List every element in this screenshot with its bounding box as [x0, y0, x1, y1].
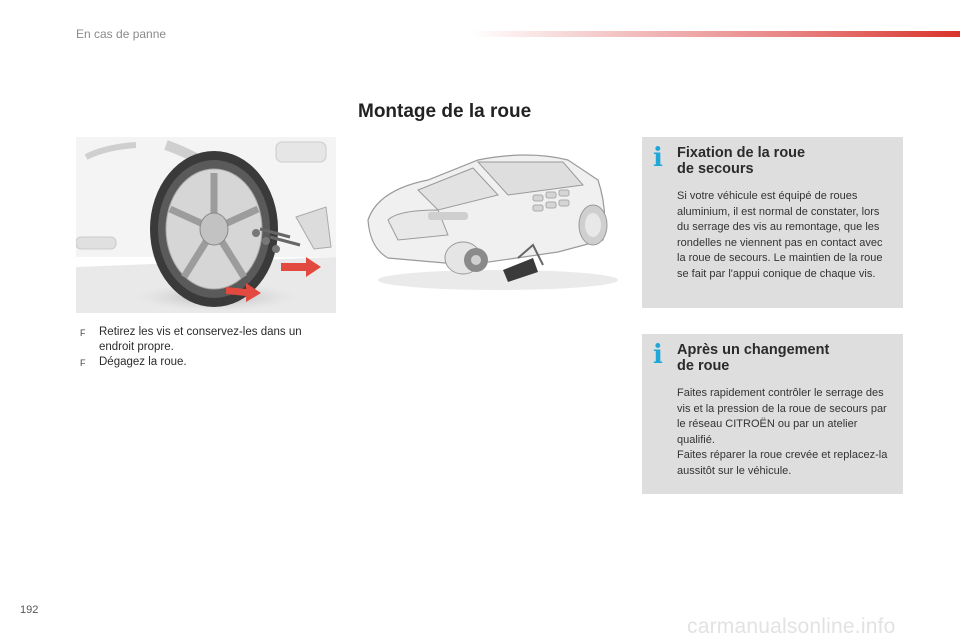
info-box-text: Faites réparer la roue crevée et replacez-la aussitôt sur le véhicule. — [677, 449, 888, 477]
page-number: 192 — [20, 604, 39, 616]
title-line: Fixation de la roue — [677, 145, 806, 161]
page-title: Montage de la roue — [358, 101, 532, 122]
info-box-text: Si votre véhicule est équipé de roues aluminium, il est normal de constater, lors du serrage des vis au remontage, que les rondelles ne viennent pas en contact avec la roue de secours. Le maintien de la roue se fait par l'appui conique de chaque vis. — [677, 190, 883, 280]
info-icon: i — [653, 143, 663, 173]
bullet-marker: F — [80, 328, 86, 338]
info-icon: i — [653, 340, 663, 370]
info-box-title — [677, 342, 893, 374]
bullet-marker: F — [80, 358, 86, 368]
info-box-text: Faites rapidement contrôler le serrage des vis et la pression de la roue de secours par le réseau CITROËN ou par un atelier qualifié. — [677, 387, 887, 446]
car-jack-illustration — [358, 140, 622, 298]
title-line: de roue — [677, 358, 730, 374]
section-header: En cas de panne — [76, 27, 167, 41]
info-box-after-change — [642, 334, 903, 494]
step-list — [80, 325, 335, 370]
title-line: de secours — [677, 161, 754, 177]
step-text: Dégagez la roue. — [99, 356, 187, 368]
list-item — [80, 355, 335, 370]
step-text: Retirez les vis et conservez-les dans un endroit propre. — [99, 326, 302, 353]
wheel-removal-illustration — [76, 137, 336, 313]
info-box-title — [677, 145, 893, 177]
info-box-spare-wheel — [642, 137, 903, 308]
list-item — [80, 325, 335, 355]
title-line: Après un changement — [677, 342, 830, 358]
header-gradient-bar — [470, 31, 960, 37]
watermark: carmanualsonline.info — [687, 615, 896, 638]
